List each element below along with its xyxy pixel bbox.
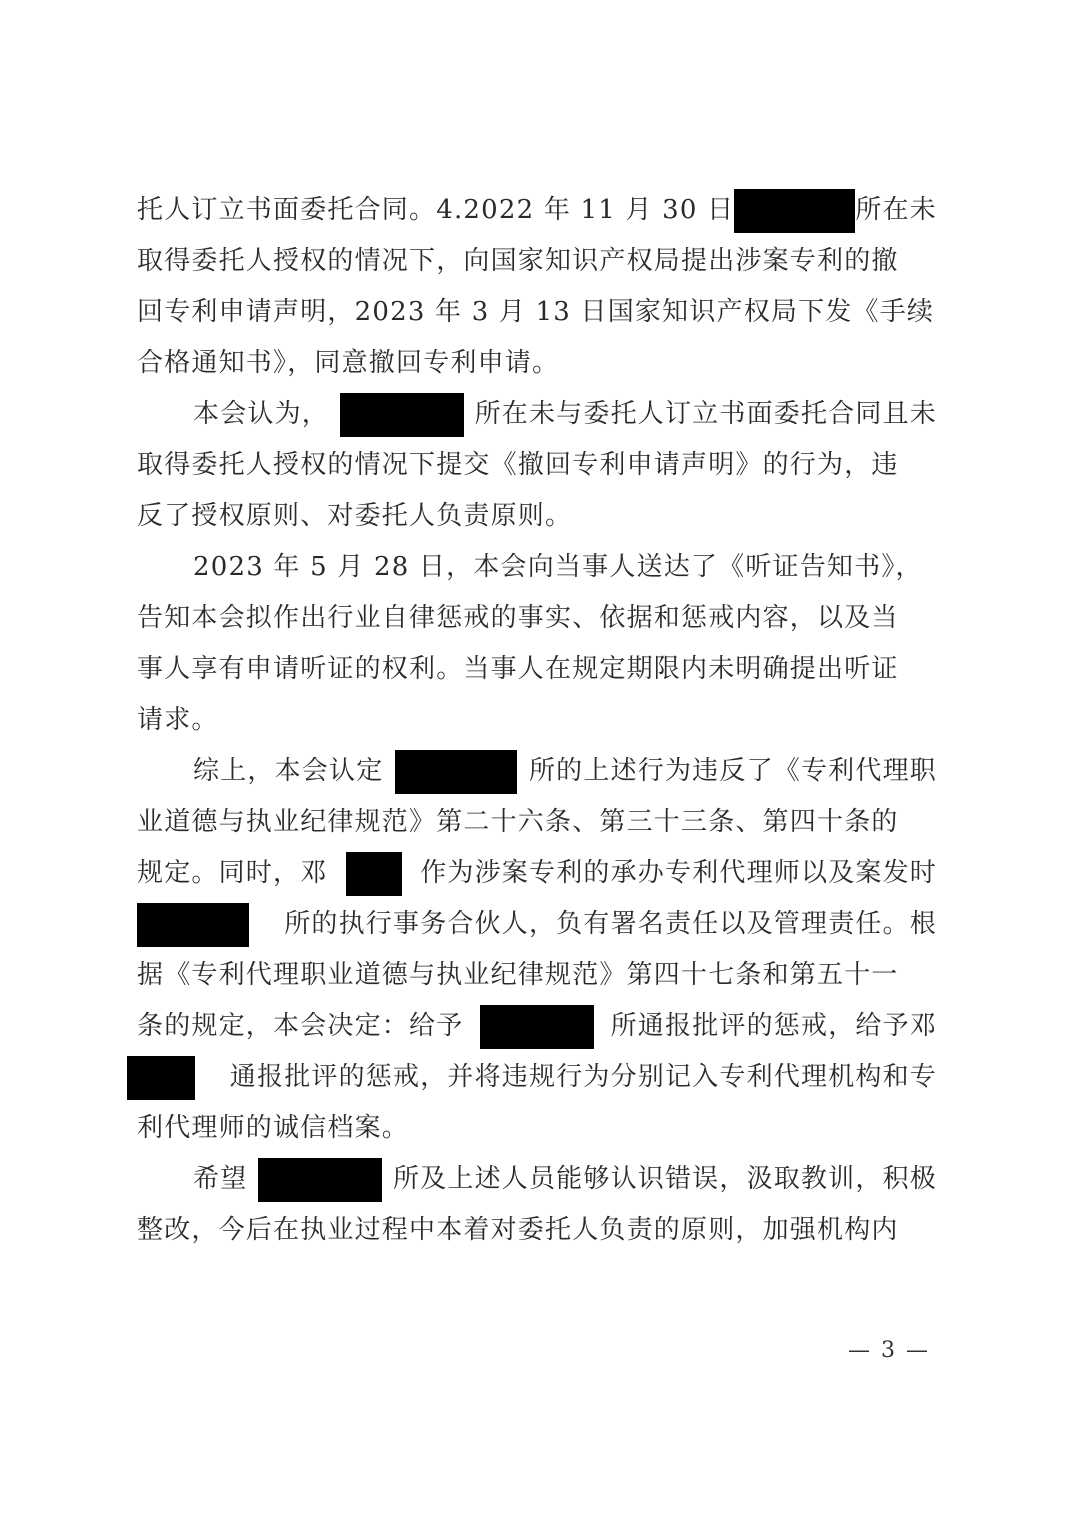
text-segment: 整改，今后在执业过程中本着对委托人负责的原则，加强机构内 [137, 1215, 899, 1245]
text-segment: 所的执行事务合伙人，负有署名责任以及管理责任。根 [284, 909, 937, 939]
text-line [137, 287, 937, 338]
text-segment: 合格通知书》，同意撤回专利申请。 [137, 348, 560, 378]
text-line [137, 185, 937, 236]
text-segment: 告知本会拟作出行业自律惩戒的事实、依据和惩戒内容，以及当 [137, 603, 899, 633]
text-segment: 所的上述行为违反了《专利代理职 [528, 756, 937, 786]
text-line [137, 848, 937, 899]
redaction-box [346, 852, 402, 896]
text-segment: 回专利申请声明，2023 年 3 月 13 日国家知识产权局下发《手续 [137, 297, 935, 327]
text-line [137, 695, 937, 746]
text-segment: 所及上述人员能够认识错误，汲取教训，积极 [392, 1164, 937, 1194]
text-segment: 事人享有申请听证的权利。当事人在规定期限内未明确提出听证 [137, 654, 899, 684]
text-segment: 2023 年 5 月 28 日，本会向当事人送达了《听证告知书》， [193, 552, 923, 582]
redaction-box [137, 903, 249, 947]
text-segment: 希望 [193, 1164, 248, 1194]
redaction-box [127, 1056, 195, 1100]
text-segment: 请求。 [137, 705, 219, 735]
text-line [137, 644, 937, 695]
text-segment: 规定。同时，邓 [137, 858, 328, 888]
text-line [137, 338, 937, 389]
redaction-box [258, 1158, 382, 1202]
text-segment: 通报批评的惩戒，并将违规行为分别记入专利代理机构和专 [229, 1062, 937, 1092]
text-segment: 利代理师的诚信档案。 [137, 1113, 410, 1143]
text-segment: 所在未与委托人订立书面委托合同且未 [474, 399, 937, 429]
redaction-box [734, 189, 855, 233]
text-segment: 取得委托人授权的情况下提交《撤回专利申请声明》的行为，违 [137, 450, 899, 480]
text-line [137, 950, 937, 1001]
text-segment: 条的规定，本会决定：给予 [137, 1011, 464, 1041]
redaction-box [395, 750, 517, 794]
text-line [137, 746, 937, 797]
text-segment: 托人订立书面委托合同。4.2022 年 11 月 30 日 [137, 195, 735, 225]
text-segment: 所通报批评的惩戒，给予邓 [610, 1011, 937, 1041]
text-line [137, 491, 937, 542]
text-segment: 作为涉案专利的承办专利代理师以及案发时 [420, 858, 937, 888]
text-line [137, 1052, 937, 1103]
text-line [137, 542, 937, 593]
text-segment: 据《专利代理职业道德与执业纪律规范》第四十七条和第五十一 [137, 960, 899, 990]
text-line [137, 1103, 937, 1154]
page-number: — 3 — [848, 1338, 930, 1363]
text-segment: 反了授权原则、对委托人负责原则。 [137, 501, 573, 531]
text-line [137, 236, 937, 287]
text-line [137, 1154, 937, 1205]
text-line [137, 440, 937, 491]
text-line [137, 389, 937, 440]
text-segment: 业道德与执业纪律规范》第二十六条、第三十三条、第四十条的 [137, 807, 899, 837]
text-line [137, 593, 937, 644]
text-line [137, 1001, 937, 1052]
redaction-box [340, 393, 464, 437]
text-segment: 本会认为， [193, 399, 330, 429]
redaction-box [480, 1005, 594, 1049]
text-segment: 取得委托人授权的情况下，向国家知识产权局提出涉案专利的撤 [137, 246, 899, 276]
text-line [137, 797, 937, 848]
text-segment: 综上，本会认定 [193, 756, 384, 786]
text-line [137, 1205, 937, 1256]
document-body [137, 185, 937, 1256]
text-segment: 所在未 [855, 195, 937, 225]
text-line [137, 899, 937, 950]
